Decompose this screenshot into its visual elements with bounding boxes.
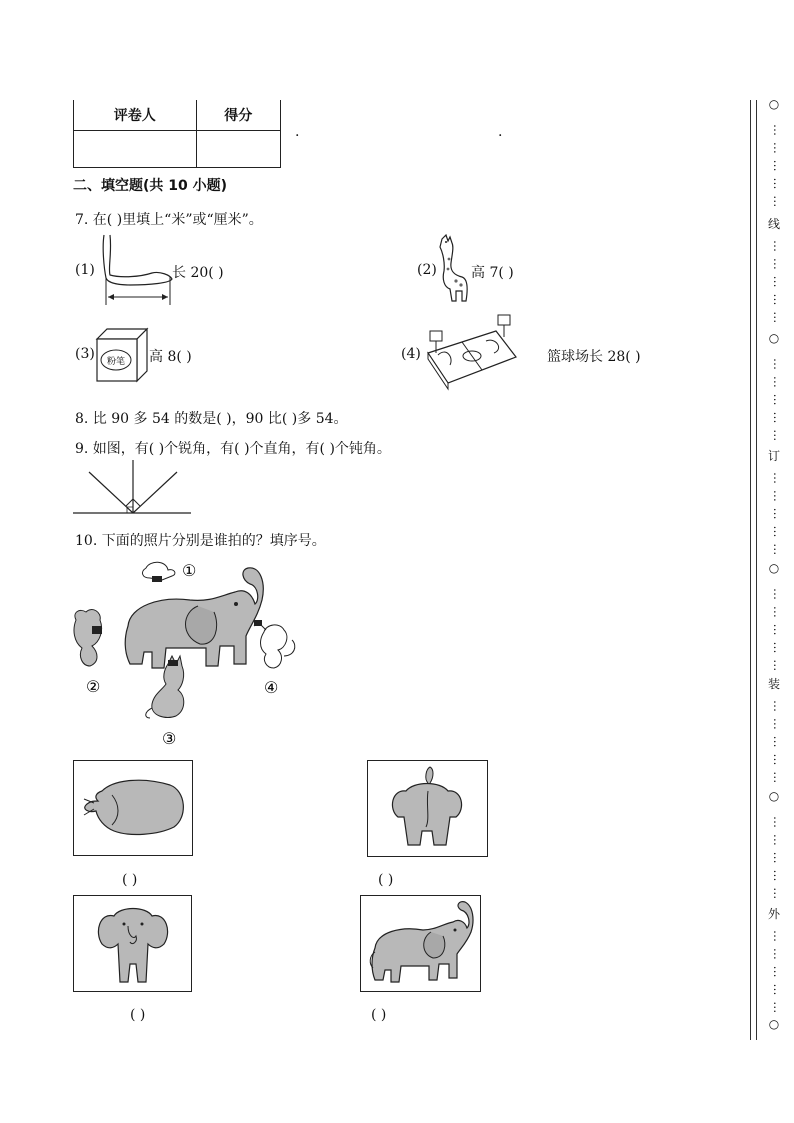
q7-item-1-text: 长 20( ) (172, 265, 224, 281)
question-7-prompt: 7. 在( )里填上“米”或“厘米”。 (75, 212, 263, 228)
angle-figure (73, 458, 193, 516)
binding-dots: … … … … … (771, 471, 785, 557)
score-label: 得分 (196, 100, 280, 131)
question-10: 10. 下面的照片分别是谁拍的？填序号。 (75, 533, 326, 549)
chalk-box-illustration (93, 327, 151, 383)
binding-char-zhuang: 装 (767, 677, 780, 691)
binding-margin (763, 95, 785, 1045)
binding-circle: ○ (768, 1017, 780, 1031)
stray-dot: . (295, 124, 300, 140)
binding-border-outer (756, 100, 757, 1040)
binding-border-inner (750, 100, 751, 1040)
photo-3-answer-blank[interactable]: ( ) (130, 1007, 146, 1023)
photo-side-view (360, 895, 481, 992)
q7-item-1-number: (1) (75, 262, 95, 278)
binding-dots: … … … … … (771, 929, 785, 1015)
elephant-side-view-icon (361, 896, 480, 991)
binding-dots: … … … … … (771, 239, 785, 325)
binding-dots: … … … … … (771, 815, 785, 901)
q7-item-4-text: 篮球场长 28( ) (547, 349, 641, 365)
photo-front-view (73, 895, 192, 992)
binding-circle: ○ (768, 561, 780, 575)
photographer-marker: ① (182, 561, 197, 580)
photo-1-answer-blank[interactable]: ( ) (122, 872, 138, 888)
binding-dots: … … … … … (771, 123, 785, 209)
elephant-scene-illustration (70, 556, 310, 751)
binding-circle: ○ (768, 789, 780, 803)
grader-cell[interactable] (74, 131, 197, 168)
binding-char-wai: 外 (767, 907, 780, 921)
binding-char-xian: 线 (767, 217, 780, 231)
q7-item-3-text: 高 8( ) (149, 349, 192, 365)
score-table (73, 100, 281, 168)
basketball-court-illustration (424, 313, 519, 393)
q7-item-2-text: 高 7( ) (471, 265, 514, 281)
binding-dots: … … … … … (771, 699, 785, 785)
giraffe-illustration (434, 233, 474, 305)
binding-circle: ○ (768, 97, 780, 111)
photo-back-view (367, 760, 488, 857)
q7-item-2-number: (2) (417, 262, 437, 278)
photographer-marker: ② (86, 677, 101, 696)
stray-dot: . (498, 124, 503, 140)
section-title: 二、填空题(共 10 小题) (73, 178, 228, 194)
foot-illustration (90, 233, 180, 308)
q7-item-3-number: (3) (75, 346, 95, 362)
elephant-back-view-icon (368, 761, 487, 856)
question-8: 8. 比 90 多 54 的数是( )，90 比( )多 54。 (75, 411, 348, 427)
elephant-front-view-icon (74, 896, 191, 991)
chalk-box-label: 粉笔 (106, 357, 126, 367)
question-9: 9. 如图，有( )个锐角，有( )个直角，有( )个钝角。 (75, 441, 391, 457)
binding-char-ding: 订 (767, 449, 780, 463)
photo-2-answer-blank[interactable]: ( ) (378, 872, 394, 888)
elephant-top-view-icon (74, 761, 192, 855)
score-cell[interactable] (196, 131, 280, 168)
q7-item-4-number: (4) (401, 346, 421, 362)
photo-top-view (73, 760, 193, 856)
photographer-marker: ④ (264, 678, 279, 697)
photographer-marker: ③ (162, 729, 177, 748)
binding-dots: … … … … … (771, 357, 785, 443)
binding-circle: ○ (768, 331, 780, 345)
photo-4-answer-blank[interactable]: ( ) (371, 1007, 387, 1023)
binding-dots: … … … … … (771, 587, 785, 673)
grader-label: 评卷人 (74, 100, 197, 131)
